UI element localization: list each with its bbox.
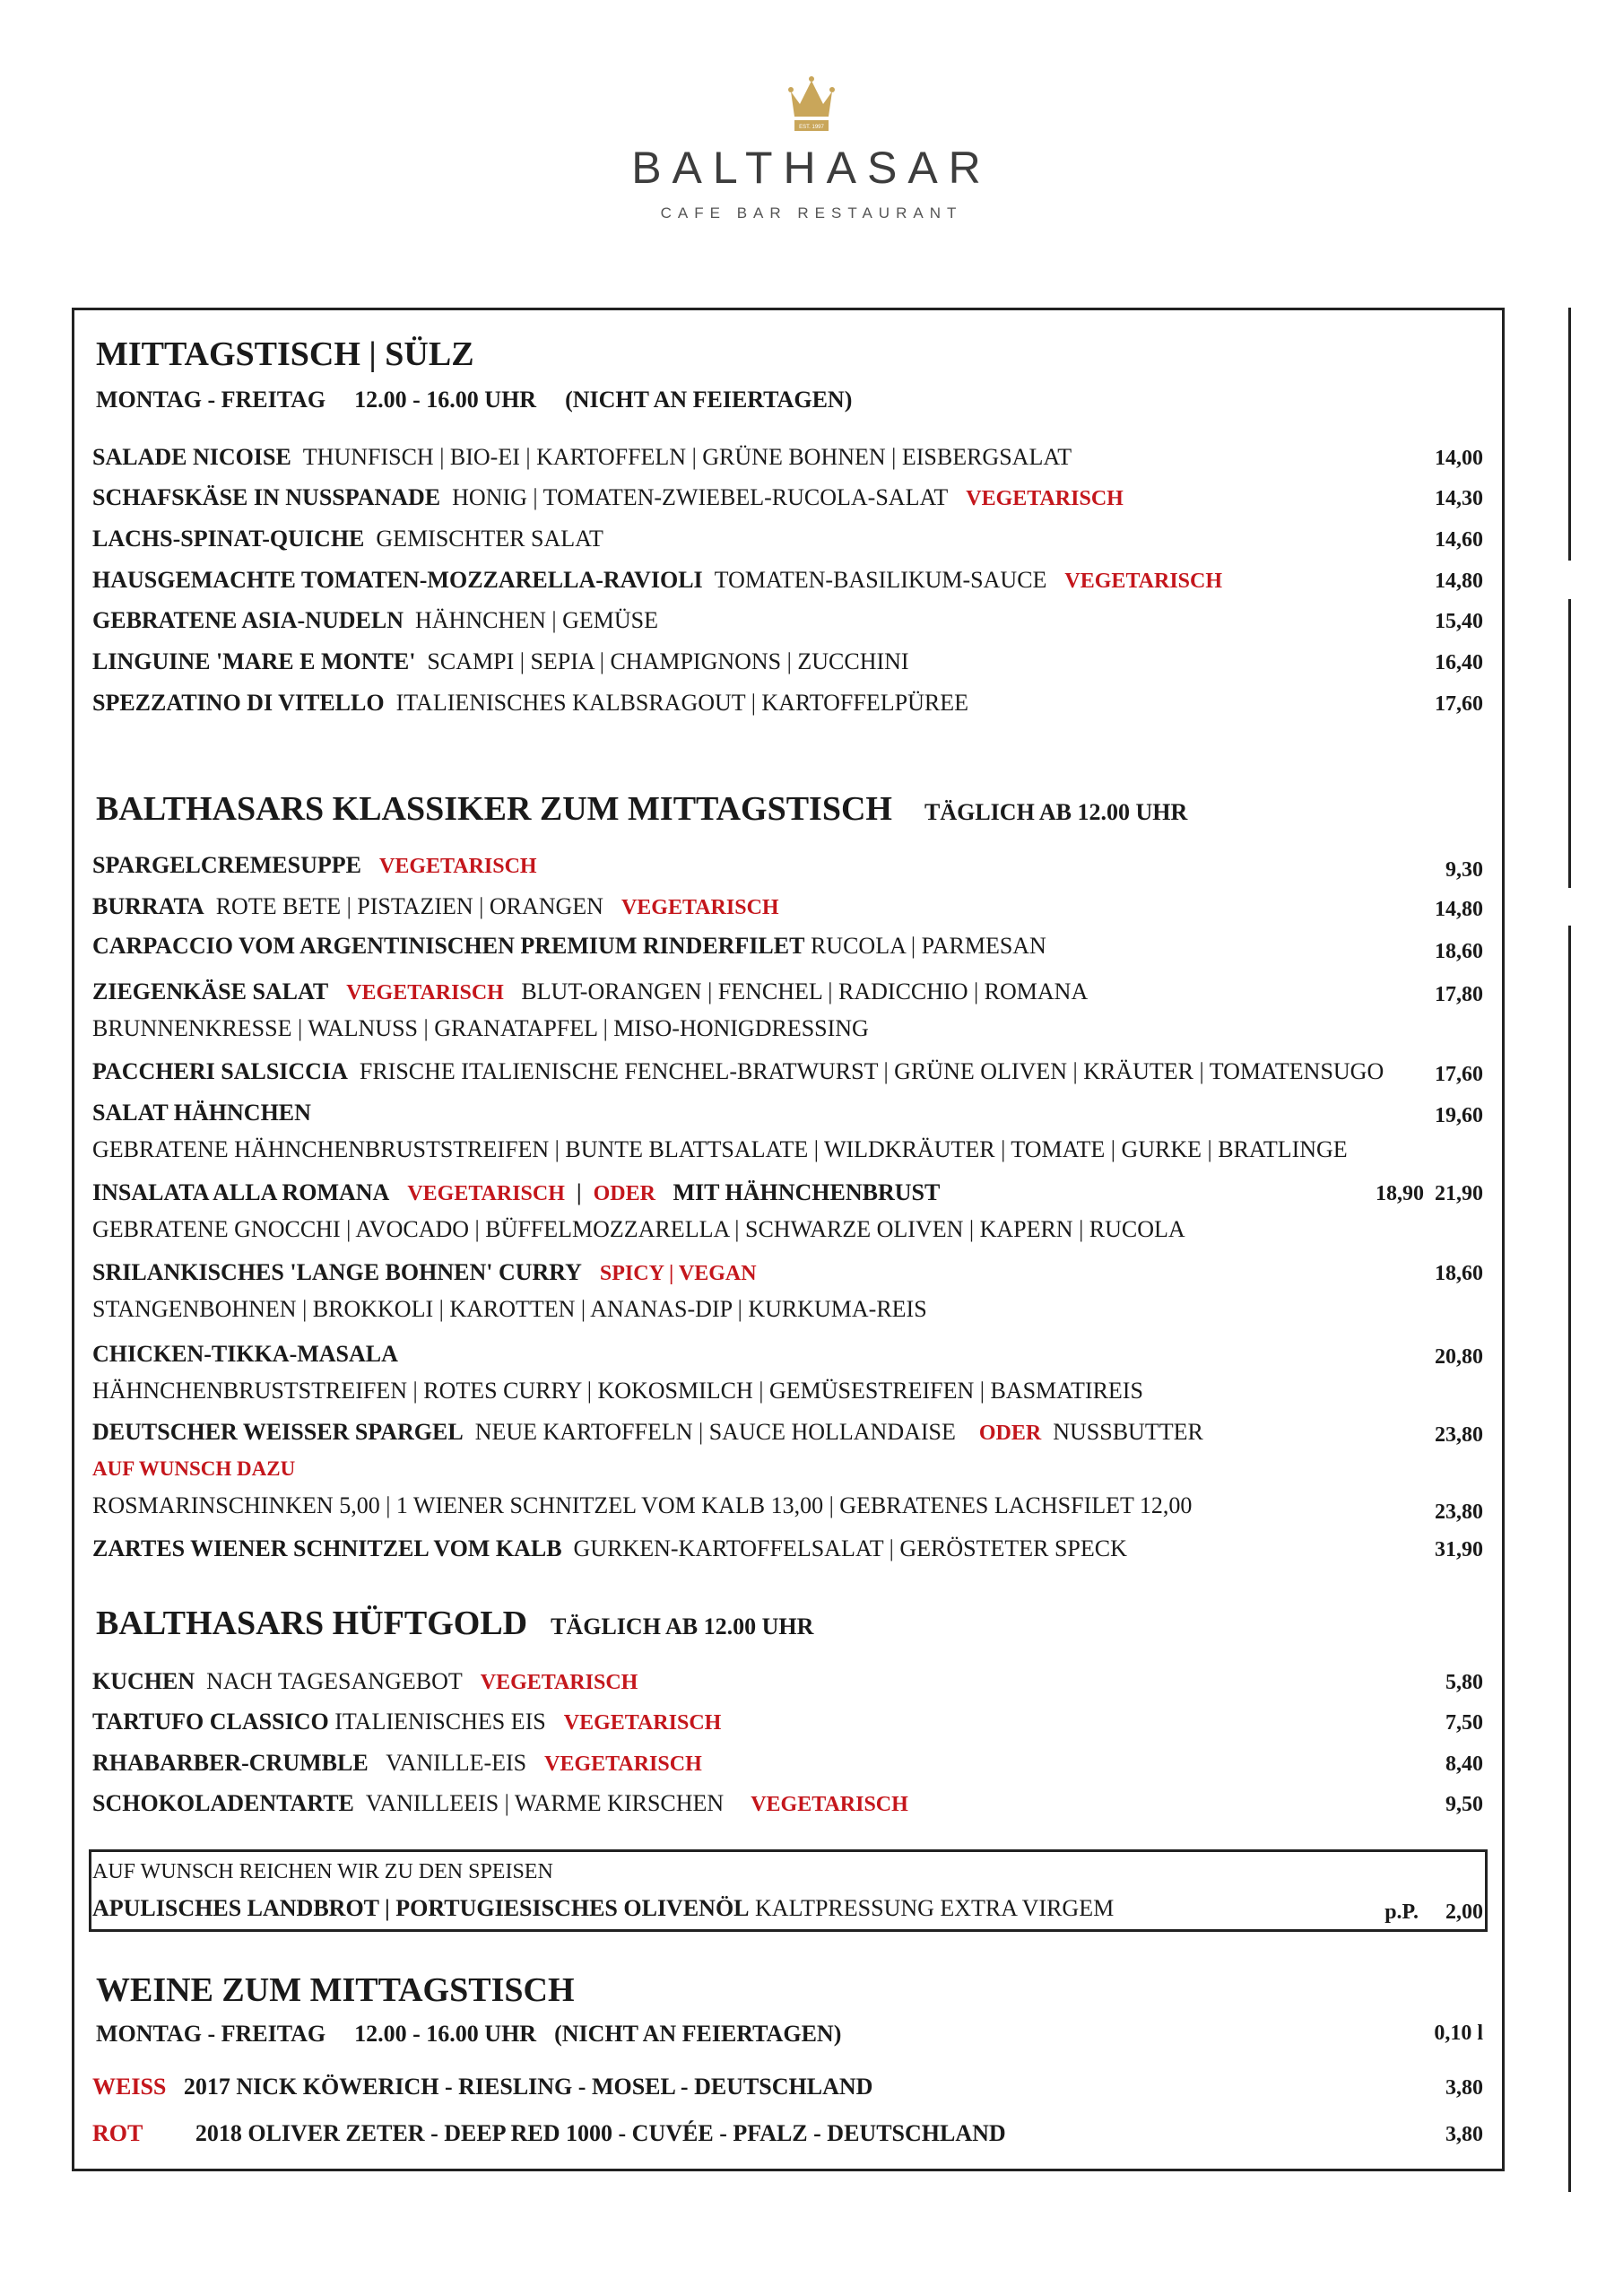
bread-price: p.P. 2,00 [1384, 1900, 1483, 1924]
menu-item: TARTUFO CLASSICO ITALIENISCHES EIS VEGETARISCH [92, 1709, 722, 1735]
menu-item-details: BRUNNENKRESSE | WALNUSS | GRANATAPFEL | MISO-HONIGDRESSING [92, 1015, 869, 1041]
wine-item: WEISS 2017 NICK KÖWERICH - RIESLING - MOSEL - DEUTSCHLAND [92, 2074, 873, 2100]
menu-item-price: 17,80 [1435, 983, 1483, 1006]
menu-item-price: 7,50 [1445, 1711, 1483, 1735]
brand-tagline: CAFE BAR RESTAURANT [660, 204, 963, 222]
menu-item: SALADE NICOISE THUNFISCH | BIO-EI | KARTOFFELN | GRÜNE BOHNEN | EISBERGSALAT [92, 444, 1072, 470]
menu-item: INSALATA ALLA ROMANA VEGETARISCH | ODER MIT HÄHNCHENBRUST [92, 1179, 941, 1205]
menu-item-price: 8,40 [1445, 1752, 1483, 1776]
menu-item-price: 15,40 [1435, 610, 1483, 633]
menu-item: CHICKEN-TIKKA-MASALA [92, 1341, 398, 1367]
menu-item: SRILANKISCHES 'LANGE BOHNEN' CURRY SPICY | VEGAN [92, 1259, 757, 1285]
section-title: BALTHASARS HÜFTGOLD TÄGLICH AB 12.00 UHR [96, 1605, 814, 1642]
menu-item: LINGUINE 'MARE E MONTE' SCAMPI | SEPIA | CHAMPIGNONS | ZUCCHINI [92, 648, 909, 674]
menu-item-price: 14,60 [1435, 528, 1483, 552]
brand-name: BALTHASAR [631, 143, 992, 193]
menu-item: GEBRATENE ASIA-NUDELN HÄHNCHEN | GEMÜSE [92, 607, 658, 633]
menu-item: DEUTSCHER WEISSER SPARGEL NEUE KARTOFFELN | SAUCE HOLLANDAISE ODER NUSSBUTTER [92, 1419, 1203, 1445]
menu-item-price: 18,60 [1435, 1262, 1483, 1285]
menu-item-details: HÄHNCHENBRUSTSTREIFEN | ROTES CURRY | KOKOSMILCH | GEMÜSESTREIFEN | BASMATIREIS [92, 1378, 1143, 1404]
side-rule [1568, 926, 1571, 2192]
menu-item-price: 20,80 [1435, 1345, 1483, 1369]
section-hours: MONTAG - FREITAG 12.00 - 16.00 UHR (NICHT AN FEIERTAGEN) [96, 387, 853, 413]
menu-item-price: 31,90 [1435, 1538, 1483, 1561]
section-title: WEINE ZUM MITTAGSTISCH [96, 1971, 575, 2009]
crown-label: EST. 1997 [799, 125, 824, 130]
menu-item-price: 17,60 [1435, 1063, 1483, 1086]
menu-item-price: 18,60 [1435, 940, 1483, 963]
menu-item: SCHAFSKÄSE IN NUSSPANADE HONIG | TOMATEN-ZWIEBEL-RUCOLA-SALAT VEGETARISCH [92, 484, 1124, 510]
wine-price: 3,80 [1445, 2076, 1483, 2100]
menu-item-price: 14,80 [1435, 898, 1483, 921]
menu-item: SPARGELCREMESUPPE VEGETARISCH [92, 852, 537, 878]
menu-item-price: 14,00 [1435, 447, 1483, 470]
section-title: MITTAGSTISCH | SÜLZ [96, 335, 474, 373]
menu-item-price: 9,30 [1445, 858, 1483, 882]
menu-item-price: 5,80 [1445, 1671, 1483, 1694]
menu-item-price: 14,30 [1435, 487, 1483, 510]
menu-item: SCHOKOLADENTARTE VANILLEEIS | WARME KIRSCHEN VEGETARISCH [92, 1790, 908, 1816]
menu-item-price: 23,80 [1435, 1423, 1483, 1447]
side-rule [1568, 308, 1571, 561]
menu-item: BURRATA ROTE BETE | PISTAZIEN | ORANGEN VEGETARISCH [92, 893, 779, 919]
bread-intro: AUF WUNSCH REICHEN WIR ZU DEN SPEISEN [92, 1860, 553, 1883]
addon-options: ROSMARINSCHINKEN 5,00 | 1 WIENER SCHNITZEL VOM KALB 13,00 | GEBRATENES LACHSFILET 12,00 [92, 1492, 1193, 1518]
menu-item: CARPACCIO VOM ARGENTINISCHEN PREMIUM RINDERFILET RUCOLA | PARMESAN [92, 933, 1046, 959]
menu-item-price: 18,90 21,90 [1376, 1182, 1483, 1205]
menu-item-details: GEBRATENE GNOCCHI | AVOCADO | BÜFFELMOZZARELLA | SCHWARZE OLIVEN | KAPERN | RUCOLA [92, 1216, 1185, 1242]
menu-item-price: 16,40 [1435, 651, 1483, 674]
wine-price: 3,80 [1445, 2123, 1483, 2146]
side-rule [1568, 599, 1571, 888]
menu-item-price: 9,50 [1445, 1793, 1483, 1816]
addon-label: AUF WUNSCH DAZU [92, 1457, 296, 1480]
menu-item: ZARTES WIENER SCHNITZEL VOM KALB GURKEN-KARTOFFELSALAT | GERÖSTETER SPECK [92, 1535, 1127, 1561]
menu-item: SPEZZATINO DI VITELLO ITALIENISCHES KALBSRAGOUT | KARTOFFELPÜREE [92, 690, 968, 716]
menu-item-price: 23,80 [1435, 1500, 1483, 1524]
menu-item-details: STANGENBOHNEN | BROKKOLI | KAROTTEN | ANANAS-DIP | KURKUMA-REIS [92, 1296, 927, 1322]
menu-item: ZIEGENKÄSE SALAT VEGETARISCH BLUT-ORANGEN | FENCHEL | RADICCHIO | ROMANA [92, 978, 1089, 1004]
menu-item-details: GEBRATENE HÄHNCHENBRUSTSTREIFEN | BUNTE BLATTSALATE | WILDKRÄUTER | TOMATE | GURKE | BRATLINGE [92, 1136, 1348, 1162]
crown-logo-icon [787, 74, 836, 133]
menu-item: PACCHERI SALSICCIA FRISCHE ITALIENISCHE FENCHEL-BRATWURST | GRÜNE OLIVEN | KRÄUTER | TOMATENSUGO [92, 1058, 1384, 1084]
menu-item-price: 17,60 [1435, 692, 1483, 716]
menu-item: RHABARBER-CRUMBLE VANILLE-EIS VEGETARISCH [92, 1750, 702, 1776]
menu-item-price: 14,80 [1435, 570, 1483, 593]
menu-item: SALAT HÄHNCHEN [92, 1100, 311, 1126]
wine-item: ROT 2018 OLIVER ZETER - DEEP RED 1000 - CUVÉE - PFALZ - DEUTSCHLAND [92, 2120, 1006, 2146]
menu-item: LACHS-SPINAT-QUICHE GEMISCHTER SALAT [92, 526, 603, 552]
wine-size: 0,10 l [1434, 2022, 1483, 2045]
bread-item: APULISCHES LANDBROT | PORTUGIESISCHES OLIVENÖL KALTPRESSUNG EXTRA VIRGEM [92, 1895, 1115, 1921]
menu-item-price: 19,60 [1435, 1104, 1483, 1127]
menu-item: KUCHEN NACH TAGESANGEBOT VEGETARISCH [92, 1668, 638, 1694]
section-title: BALTHASARS KLASSIKER ZUM MITTAGSTISCH TÄGLICH AB 12.00 UHR [96, 790, 1188, 828]
menu-item: HAUSGEMACHTE TOMATEN-MOZZARELLA-RAVIOLI TOMATEN-BASILIKUM-SAUCE VEGETARISCH [92, 567, 1223, 593]
header [0, 0, 1623, 269]
section-hours: MONTAG - FREITAG 12.00 - 16.00 UHR (NICHT AN FEIERTAGEN) [96, 2021, 842, 2047]
